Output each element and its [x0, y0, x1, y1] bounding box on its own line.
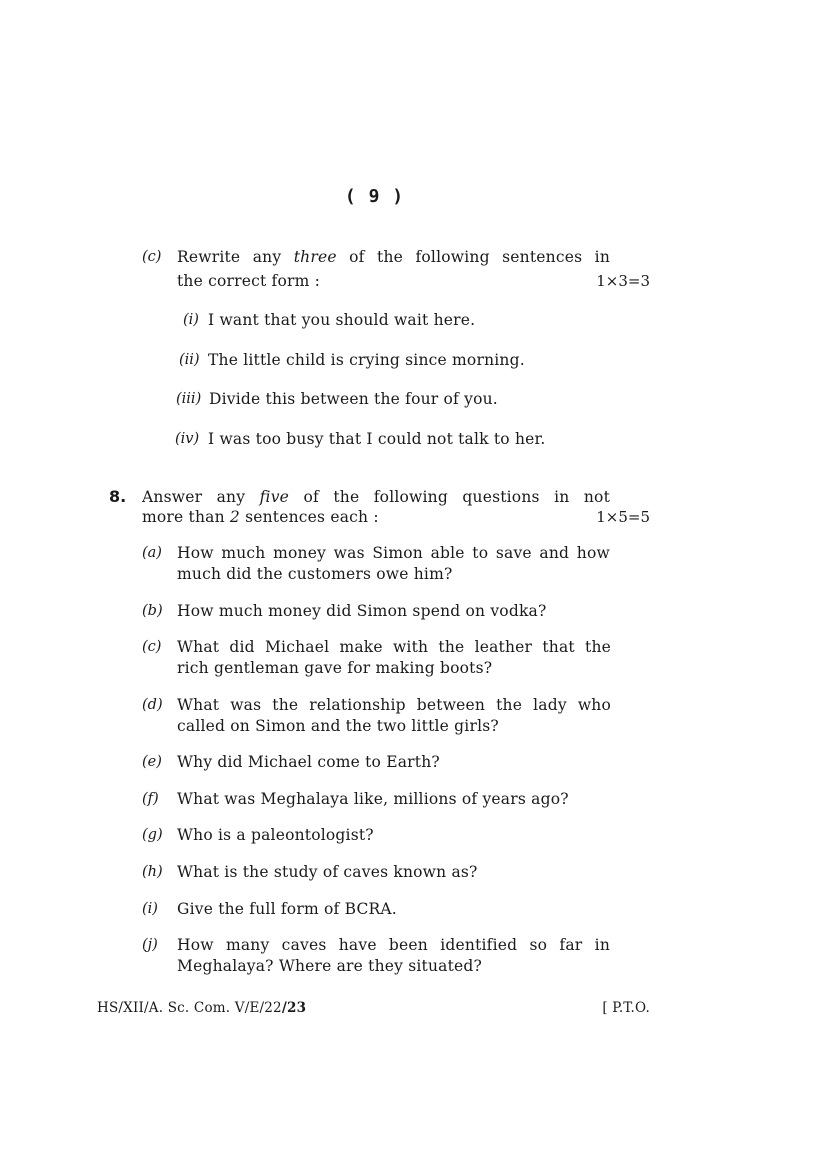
question-8-marks: 1×5=5: [596, 508, 650, 526]
q8-item-label: (e): [142, 754, 162, 770]
q8-item-line1: Give the full form of BCRA.: [177, 900, 397, 918]
paper-code-suffix: /23: [281, 1000, 307, 1016]
question-7c-label: (c): [142, 249, 162, 265]
question-8-number: 8.: [109, 487, 127, 506]
q8-item-label: (j): [142, 937, 158, 953]
q8-item-label: (d): [142, 697, 163, 713]
q8-item-label: (i): [142, 901, 158, 917]
q8-item-line2: Meghalaya? Where are they situated?: [177, 957, 483, 975]
q8-item-label: (g): [142, 827, 163, 843]
q7c-item-text: The little child is crying since morning.: [208, 351, 525, 369]
q8-item-line1: Who is a paleontologist?: [177, 826, 374, 844]
q7c-item-text: Divide this between the four of you.: [209, 390, 498, 408]
q8-item-label: (f): [142, 791, 159, 807]
question-7c-marks: 1×3=3: [596, 272, 650, 290]
q8-item-line2: called on Simon and the two little girls?: [177, 717, 499, 735]
paper-code-prefix: HS/XII/A. Sc. Com. V/E/22: [97, 1000, 282, 1016]
q8-item-label: (c): [142, 639, 162, 655]
q8-line1-post: of the following questions in not: [289, 488, 610, 506]
q7c-line1-emphasis: three: [293, 248, 337, 266]
q8-item-label: (h): [142, 864, 163, 880]
q8-item-line1: What did Michael make with the leather that the: [177, 638, 611, 656]
pto-marker: [ P.T.O.: [602, 1000, 650, 1016]
q8-item-line1: What was the relationship between the lady who: [177, 696, 611, 714]
q7c-item-text: I want that you should wait here.: [208, 311, 476, 329]
q7c-item-label: (iv): [175, 431, 200, 447]
q8-line2-emphasis: 2: [229, 508, 240, 526]
question-8-line1: [142, 487, 610, 508]
q7c-item-label: (iii): [176, 391, 202, 407]
q7c-item-label: (i): [183, 312, 199, 328]
q8-item-line1: How much money did Simon spend on vodka?: [177, 602, 547, 620]
page-number: ( 9 ): [344, 186, 405, 207]
q7c-line1-post: of the following sentences in: [336, 248, 610, 266]
q7c-item-text: I was too busy that I could not talk to her.: [208, 430, 546, 448]
q8-line2-pre: more than: [142, 508, 230, 526]
q8-line2-post: sentences each :: [239, 508, 379, 526]
q8-line1-emphasis: five: [259, 488, 290, 506]
q8-item-line1: What is the study of caves known as?: [177, 863, 478, 881]
question-7c-line1: [177, 247, 610, 268]
paper-code: [97, 1000, 306, 1016]
q8-item-line1: How many caves have been identified so far in: [177, 936, 610, 954]
q8-line1-pre: Answer any: [142, 488, 260, 506]
question-8-line2: [142, 507, 379, 528]
q7c-line1-pre: Rewrite any: [177, 248, 294, 266]
q7c-item-label: (ii): [179, 352, 200, 368]
q8-item-line2: much did the customers owe him?: [177, 565, 453, 583]
q8-item-line2: rich gentleman gave for making boots?: [177, 659, 493, 677]
q8-item-label: (b): [142, 603, 163, 619]
q8-item-line1: Why did Michael come to Earth?: [177, 753, 440, 771]
q8-item-label: (a): [142, 545, 162, 561]
q8-item-line1: What was Meghalaya like, millions of years ago?: [177, 790, 569, 808]
q8-item-line1: How much money was Simon able to save and how: [177, 544, 610, 562]
question-7c-line2: the correct form :: [177, 272, 321, 290]
